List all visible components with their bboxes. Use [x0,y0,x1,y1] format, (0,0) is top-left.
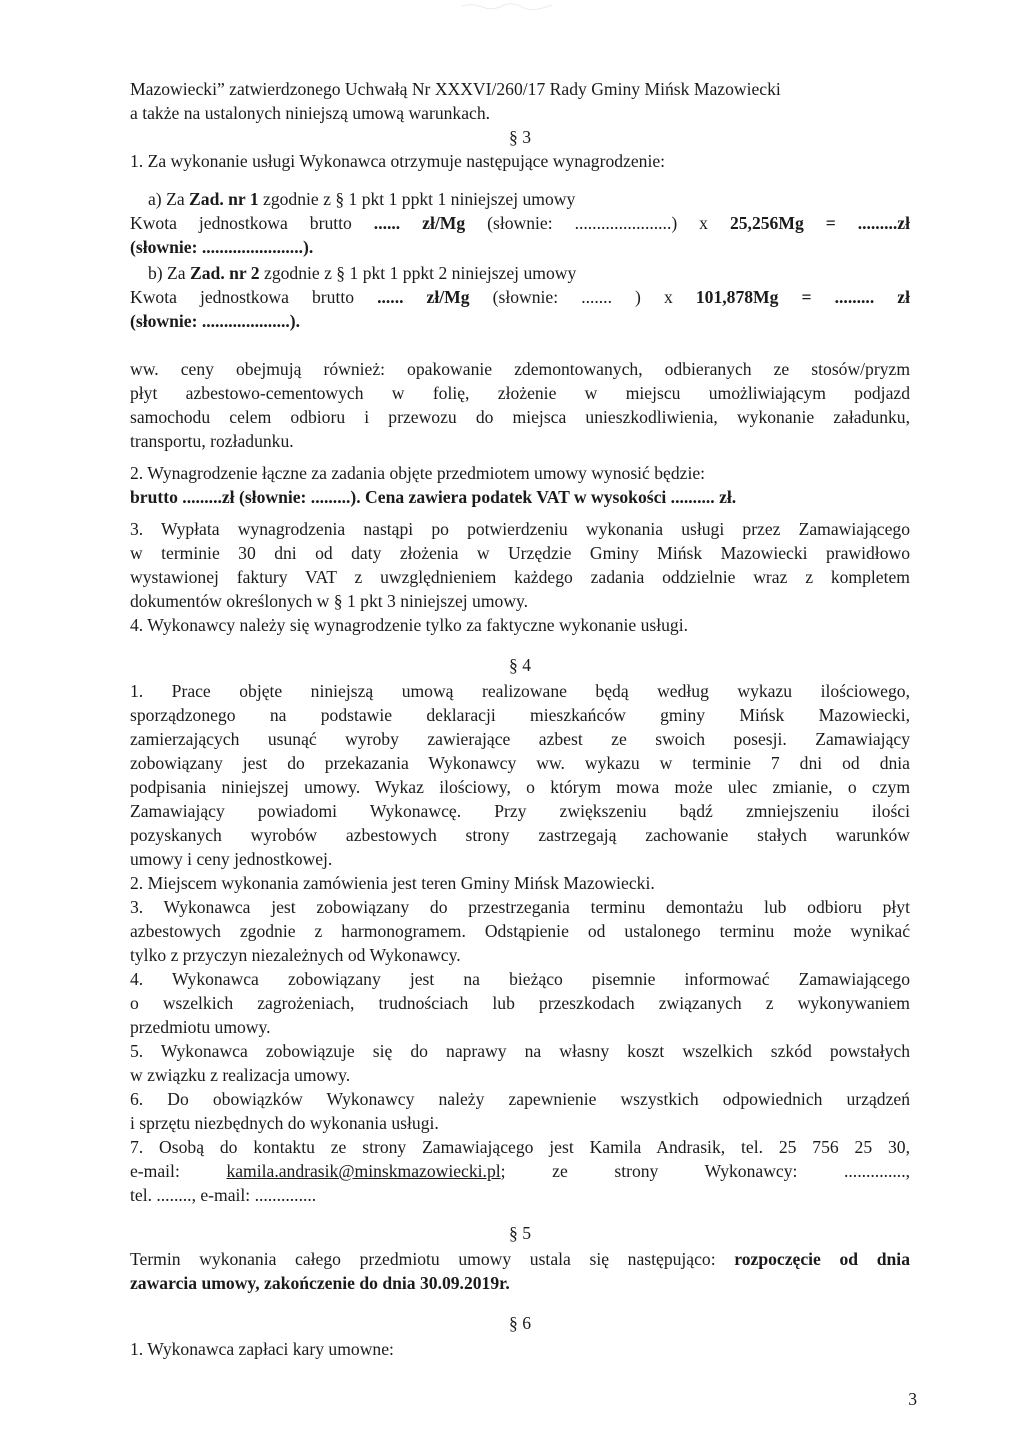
text: b) Za [148,263,191,283]
text-line: Mazowiecki” zatwierdzonego Uchwałą Nr XXXVI/260/17 Rady Gminy Mińsk Mazowiecki [130,79,781,99]
text-line [130,212,910,234]
total-amount: brutto .........zł (słownie: .........). Cena zawiera podatek VAT w wysokości .......... zł. [130,487,737,507]
text: Kwota jednostkowa brutto [130,213,374,233]
text-line: o wszelkich zagrożeniach, trudnościach lub przeszkodach związanych z wykonywaniem [130,993,910,1013]
text-line: 7. Osobą do kontaktu ze strony Zamawiającego jest Kamila Andrasik, tel. 25 756 25 30, [130,1137,910,1157]
text: zgodnie z § 1 pkt 1 ppkt 2 niniejszej umowy [259,263,577,283]
text-line [130,1248,910,1270]
list-item [148,262,910,284]
text-line [130,486,910,508]
text: (słownie: ....................). [130,311,301,331]
text-line [130,310,910,332]
section-heading: § 4 [509,655,531,675]
text-line [130,1160,910,1182]
text-line: 5. Wykonawca zobowiązuje się do naprawy na własny koszt wszelkich szkód powstałych [130,1041,910,1061]
text-line: 1. Wykonawca zapłaci kary umowne: [130,1339,394,1359]
text-line: transportu, rozładunku. [130,431,294,451]
unit-price: ...... zł/Mg [373,213,466,233]
text-line: 2. Wynagrodzenie łączne za zadania objęte przedmiotem umowy wynosić będzie: [130,463,706,483]
text-line: 3. Wykonawca jest zobowiązany do przestrzegania terminu demontażu lub odbioru płyt [130,897,910,917]
text: Termin wykonania całego przedmiotu umowy ustala się następująco: [130,1249,735,1269]
text-line: zamierzających usunąć wyroby zawierające azbest ze swoich posesji. Zamawiający [130,729,910,749]
text-line: azbestowych zgodnie z harmonogramem. Odstąpienie od ustalonego terminu może wynikać [130,921,910,941]
scan-artifact [462,2,552,10]
section-heading: § 5 [509,1223,531,1243]
text-line: płyt azbestowo-cementowych w folię, złożenie w miejscu umożliwiającym podjazd [130,383,910,403]
text-line: umowy i ceny jednostkowej. [130,849,333,869]
text: a) Za [148,189,190,209]
text: (słownie: ....... ) x [469,287,696,307]
section-heading: § 6 [509,1313,531,1333]
text: (słownie: ......................) x [465,213,730,233]
text-line: tel. ........, e-mail: .............. [130,1185,317,1205]
task-label: Zad. nr 1 [189,189,259,209]
quantity: 101,878Mg = ......... zł [695,287,910,307]
text-line: i sprzętu niezbędnych do wykonania usługi. [130,1113,439,1133]
task-label: Zad. nr 2 [190,263,260,283]
text-line: wystawionej faktury VAT z uwzględnieniem każdego zadania oddzielnie wraz z kompletem [130,567,910,587]
text-line: a także na ustalonych niniejszą umową warunkach. [130,103,491,123]
text: rozpoczęcie od dnia [734,1249,910,1269]
text-line [130,236,910,258]
section-heading: § 3 [509,127,531,147]
unit-price: ...... zł/Mg [377,287,470,307]
text-line: sporządzonego na podstawie deklaracji mieszkańców gminy Mińsk Mazowiecki, [130,705,910,725]
text: ; ze strony Wykonawcy: .............., [500,1161,910,1181]
text-line: przedmiotu umowy. [130,1017,271,1037]
text-line: tylko z przyczyn niezależnych od Wykonawcy. [130,945,461,965]
text: Kwota jednostkowa brutto [130,287,378,307]
text-line [130,1272,910,1294]
text-line: w terminie 30 dni od daty złożenia w Urzędzie Gminy Mińsk Mazowiecki prawidłowo [130,543,910,563]
text-line: samochodu celem odbioru i przewozu do miejsca unieszkodliwienia, wykonanie załadunku, [130,407,910,427]
text-line: 6. Do obowiązków Wykonawcy należy zapewnienie wszystkich odpowiednich urządzeń [130,1089,910,1109]
text-line: ww. ceny obejmują również: opakowanie zdemontowanych, odbieranych ze stosów/pryzm [130,359,910,379]
text-line: 3. Wypłata wynagrodzenia nastąpi po potwierdzeniu wykonania usługi przez Zamawiającego [130,519,910,539]
text-line: dokumentów określonych w § 1 pkt 3 niniejszej umowy. [130,591,529,611]
text-line [130,286,910,308]
text: (słownie: .......................). [130,237,314,257]
text-line: Zamawiający powiadomi Wykonawcę. Przy zwiększeniu bądź zmniejszeniu ilości [130,801,910,821]
text-line: 1. Prace objęte niniejszą umową realizowane będą według wykazu ilościowego, [130,681,910,701]
text-line: 1. Za wykonanie usługi Wykonawca otrzymuje następujące wynagrodzenie: [130,151,666,171]
page-number: 3 [908,1389,917,1409]
deadline: zawarcia umowy, zakończenie do dnia 30.09.2019r. [130,1273,510,1293]
text-line: 4. Wykonawcy należy się wynagrodzenie tylko za faktyczne wykonanie usługi. [130,615,689,635]
text-line: 4. Wykonawca zobowiązany jest na bieżąco pisemnie informować Zamawiającego [130,969,910,989]
text-line: 2. Miejscem wykonania zamówienia jest teren Gminy Mińsk Mazowiecki. [130,873,655,893]
text-line: w związku z realizacja umowy. [130,1065,351,1085]
quantity: 25,256Mg = .........zł [729,213,910,233]
text-line: zobowiązany jest do przekazania Wykonawcy ww. wykazu w terminie 7 dni od dnia [130,753,910,773]
email-link[interactable]: kamila.andrasik@minskmazowiecki.pl [226,1161,501,1181]
text: e-mail: [130,1161,227,1181]
text: zgodnie z § 1 pkt 1 ppkt 1 niniejszej umowy [258,189,576,209]
text-line: pozyskanych wyrobów azbestowych strony zastrzegają zachowanie stałych warunków [130,825,910,845]
list-item [148,188,910,210]
text-line: podpisania niniejszej umowy. Wykaz ilościowy, o którym mowa może ulec zmianie, o czym [130,777,910,797]
